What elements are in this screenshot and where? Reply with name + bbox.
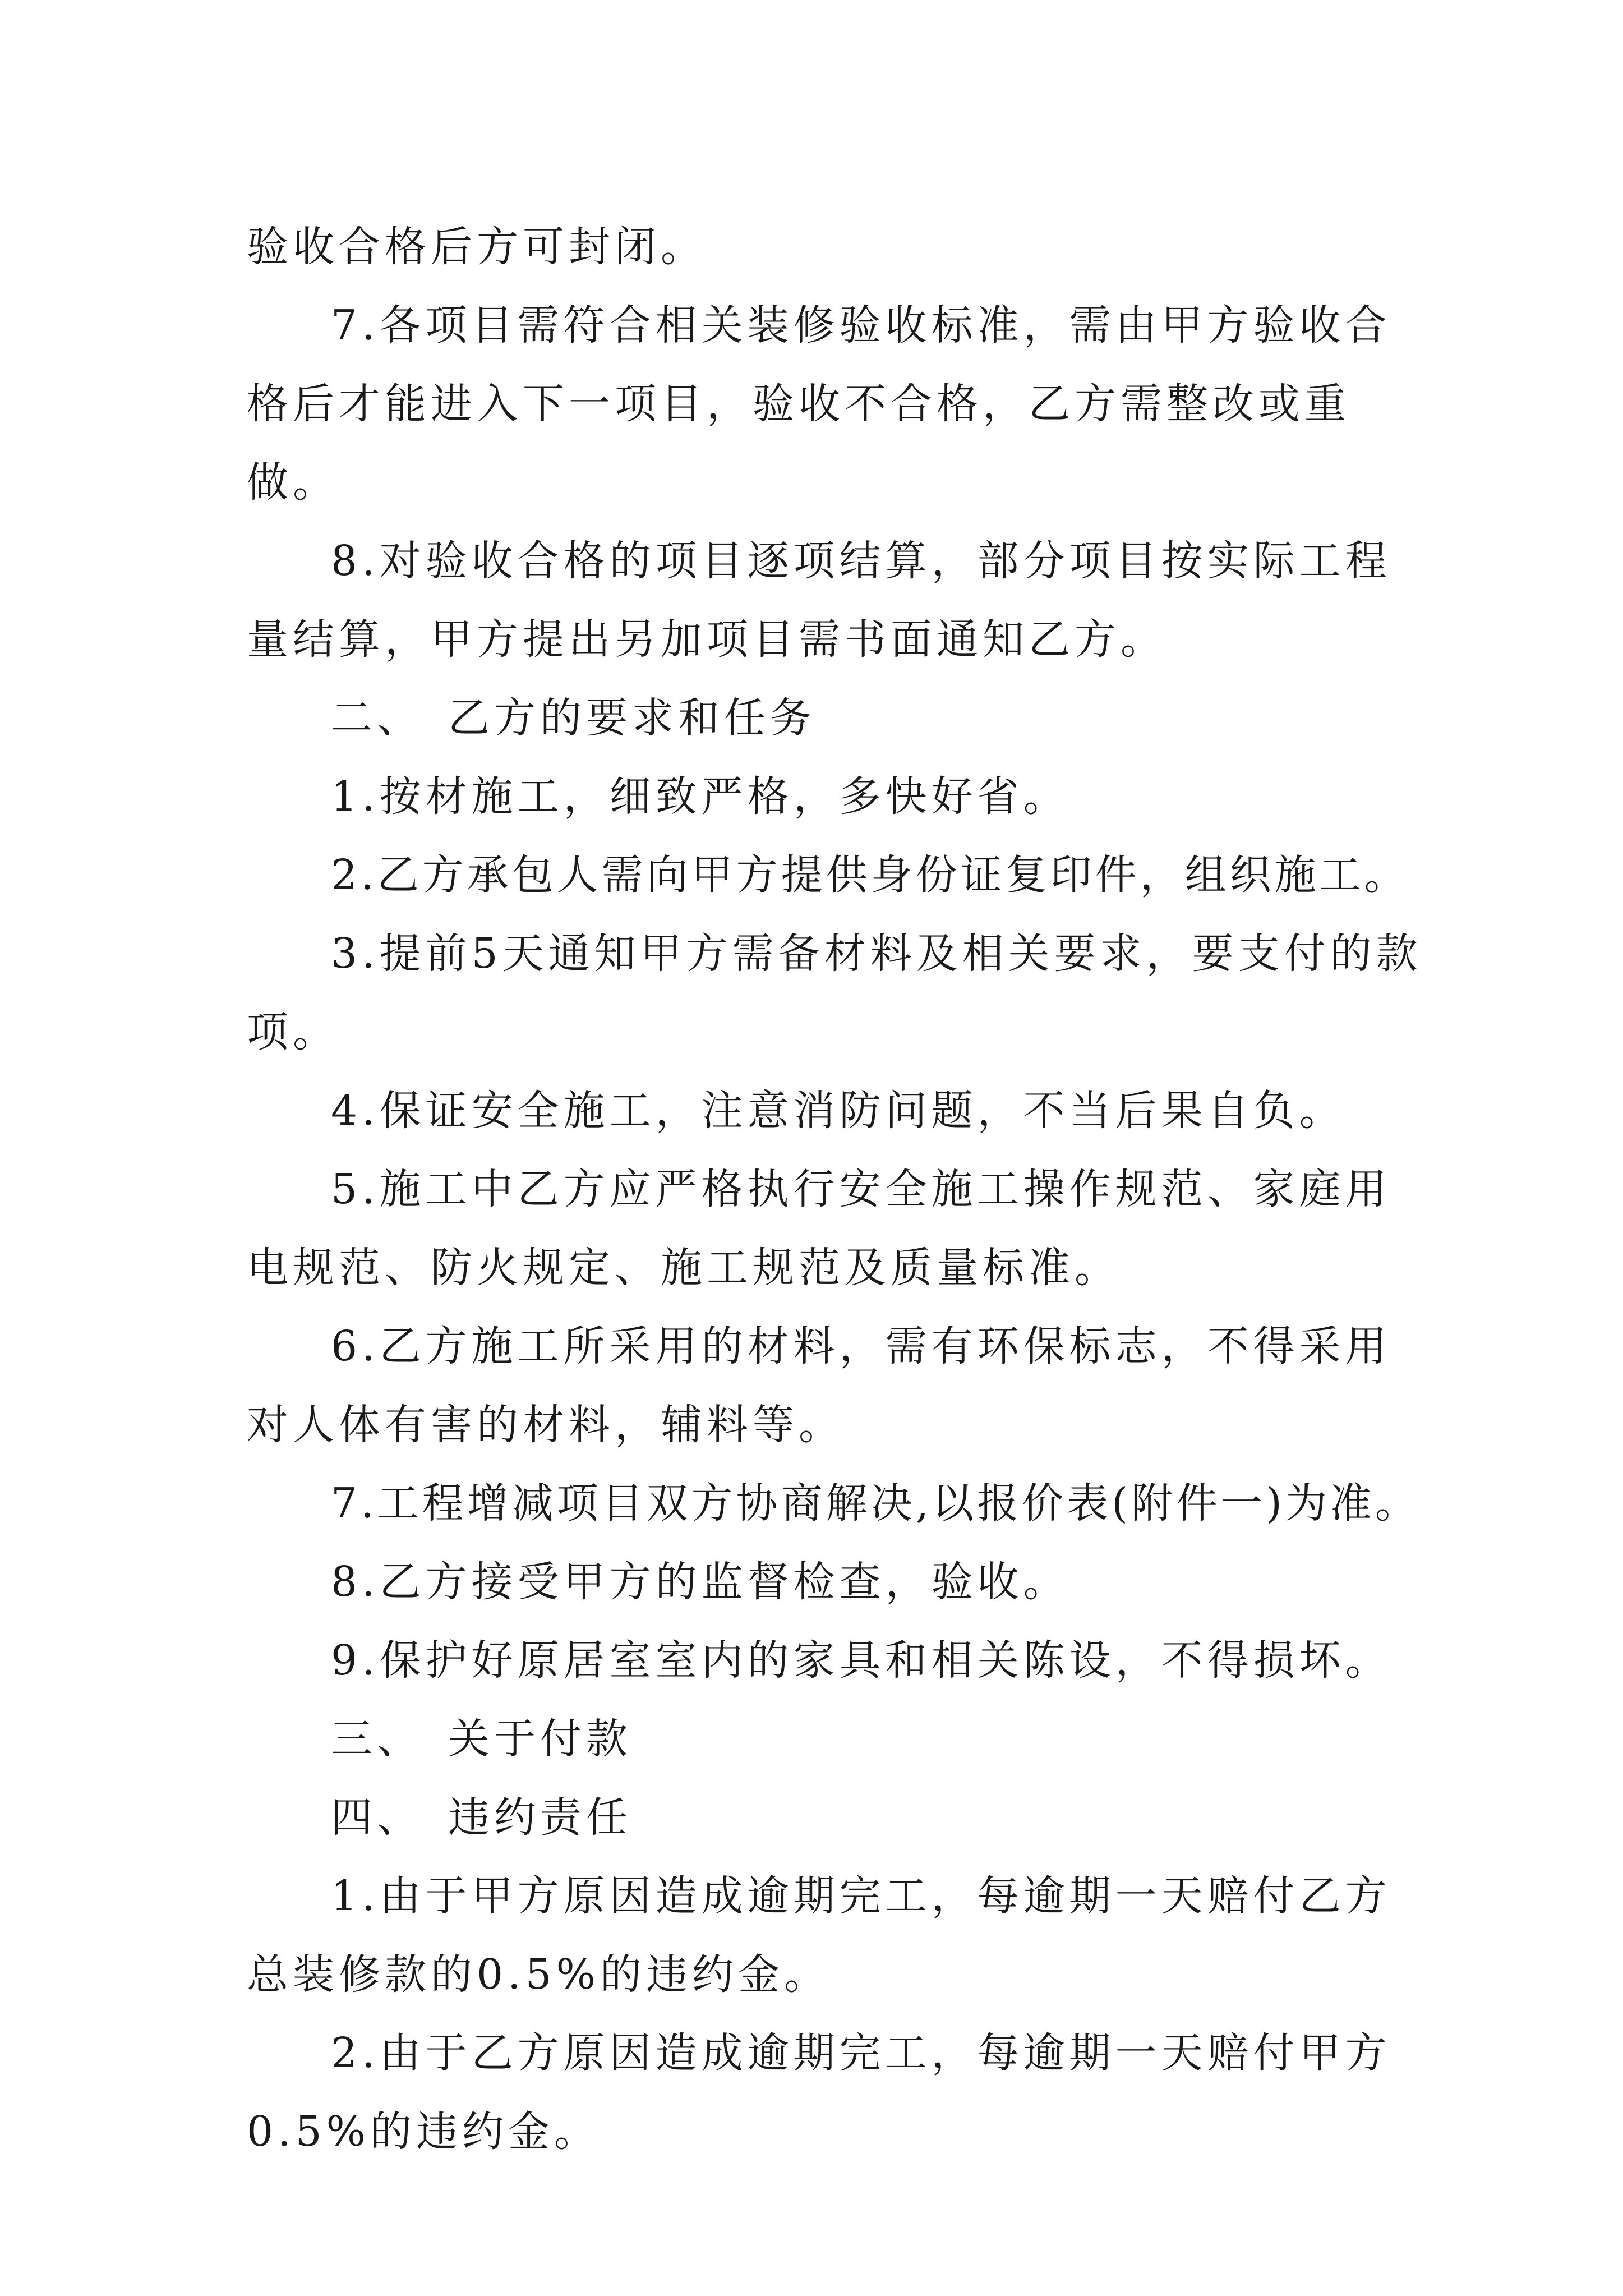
paragraph-continuation: 验收合格后方可封闭。 bbox=[247, 223, 707, 271]
paragraph-item-8-settlement: 8.对验收合格的项目逐项结算，部分项目按实际工程量结算，甲方提出另加项目需书面通知乙方。 bbox=[247, 537, 1391, 664]
paragraph-b-item-5: 5.施工中乙方应严格执行安全施工操作规范、家庭用电规范、防火规定、施工规范及质量标准。 bbox=[247, 1165, 1391, 1292]
paragraph-item-7-acceptance-standard: 7.各项目需符合相关装修验收标准，需由甲方验收合格后才能进入下一项目，验收不合格，乙方需整改或重做。 bbox=[247, 301, 1391, 507]
paragraph-b-item-2: 2.乙方承包人需向甲方提供身份证复印件，组织施工。 bbox=[331, 851, 1409, 899]
section-heading-2: 二、 乙方的要求和任务 bbox=[331, 694, 816, 742]
paragraph-b-item-9: 9.保护好原居室室内的家具和相关陈设，不得损坏。 bbox=[331, 1636, 1391, 1685]
paragraph-b-item-7: 7.工程增减项目双方协商解决,以报价表(附件一)为准。 bbox=[331, 1479, 1420, 1527]
paragraph-b-item-1: 1.按材施工，细致严格，多快好省。 bbox=[331, 772, 1069, 821]
paragraph-b-item-4: 4.保证安全施工，注意消防问题，不当后果自负。 bbox=[331, 1087, 1345, 1135]
section-heading-3: 三、 关于付款 bbox=[331, 1715, 632, 1763]
paragraph-b-item-6: 6.乙方施工所采用的材料，需有环保标志，不得采用对人体有害的材料，辅料等。 bbox=[247, 1322, 1391, 1449]
section-heading-4: 四、 违约责任 bbox=[331, 1793, 632, 1842]
paragraph-b-item-8: 8.乙方接受甲方的监督检查，验收。 bbox=[331, 1558, 1069, 1606]
document-body bbox=[247, 208, 1430, 2171]
paragraph-d-item-2: 2.由于乙方原因造成逾期完工，每逾期一天赔付甲方0.5%的违约金。 bbox=[247, 2029, 1391, 2156]
paragraph-b-item-3: 3.提前5天通知甲方需备材料及相关要求，要支付的款项。 bbox=[247, 930, 1422, 1056]
paragraph-d-item-1: 1.由于甲方原因造成逾期完工，每逾期一天赔付乙方总装修款的0.5%的违约金。 bbox=[247, 1872, 1391, 1999]
